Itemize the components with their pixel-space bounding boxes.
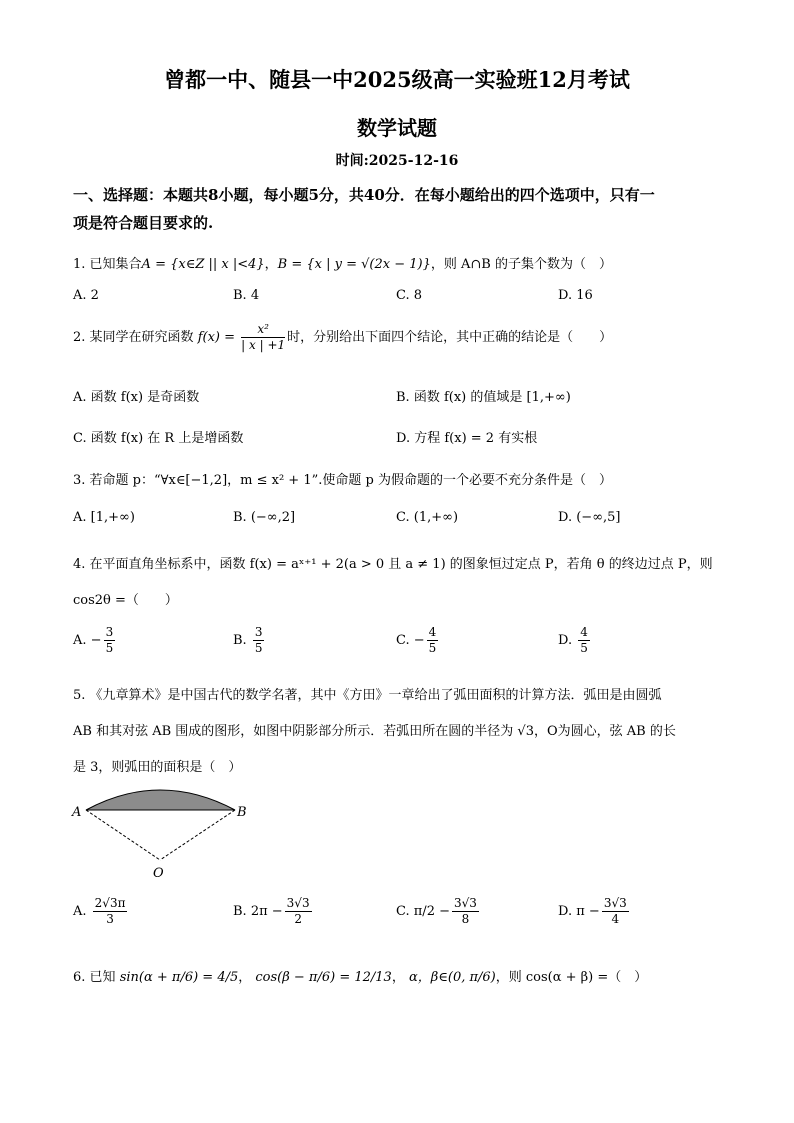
q4-d-frac <box>578 625 590 656</box>
q5-b-den: 2 <box>294 912 302 926</box>
q5-a-frac <box>93 896 128 927</box>
q5-c-num: 3√3 <box>454 896 477 910</box>
exam-time: 时间:2025-12-16 <box>335 153 459 169</box>
q1-comma: ， <box>264 257 278 272</box>
q4-c-sign: − <box>413 633 425 648</box>
q4-a-sign: − <box>90 633 102 648</box>
q2-fraction <box>241 322 285 353</box>
q6-prefix: 6. 已知 <box>73 970 116 985</box>
q1-option-c: C. 8 <box>396 288 423 303</box>
q5-b-frac <box>285 896 312 927</box>
shaded-segment <box>86 790 235 810</box>
q6-suffix: ，则 cos(α + β) =（ ） <box>495 970 648 985</box>
question-5-line1: 5. 《九章算术》是中国古代的数学名著，其中《方田》一章给出了弧田面积的计算方法．弧田是由圆弧 <box>73 688 662 703</box>
q5-option-b <box>233 896 314 927</box>
q4-b-frac <box>253 625 265 656</box>
q5-c-label: C. <box>396 904 410 919</box>
q6-part1: sin(α + π/6) = 4/5 <box>119 970 239 985</box>
q4-c-label: C. <box>396 633 410 648</box>
radius-oa <box>86 810 160 860</box>
section-heading-line2: 项是符合题目要求的. <box>73 214 214 232</box>
section-heading-line1: 一、选择题：本题共8小题，每小题5分，共40分．在每小题给出的四个选项中，只有一 <box>73 186 655 204</box>
exam-title: 曾都一中、随县一中2025级高一实验班12月考试 <box>164 67 630 92</box>
q4-a-frac <box>104 625 116 656</box>
q5-b-num: 3√3 <box>286 896 310 910</box>
q2-option-b: B. 函数 f(x) 的值域是 [1,+∞) <box>396 390 571 405</box>
q4-c-den: 5 <box>428 641 437 655</box>
q5-d-pre: π − <box>576 904 600 919</box>
q4-b-den: 5 <box>254 641 263 655</box>
q5-a-den: 3 <box>106 912 114 926</box>
exam-subtitle: 数学试题 <box>357 116 437 140</box>
q4-d-den: 5 <box>580 641 588 655</box>
q5-a-label: A. <box>73 904 87 919</box>
q4-a-den: 5 <box>105 641 114 655</box>
q1-option-a: A. 2 <box>73 288 99 303</box>
question-1 <box>73 253 612 272</box>
label-a: A <box>72 805 82 820</box>
question-3: 3. 若命题 p：“∀x∈[−1,2]，m ≤ x² + 1”.使命题 p 为假命题的一个必要不充分条件是（ ） <box>73 473 612 488</box>
q1-prefix: 1. 已知集合 <box>73 257 142 272</box>
q3-option-b: B. (−∞,2] <box>233 510 296 525</box>
q4-b-num: 3 <box>254 625 263 639</box>
q5-b-label: B. <box>233 904 247 919</box>
question-6: 6. 已知 sin(α + π/6) = 4/5， cos(β − π/6) = 12/13， α，β∈(0, π/6)，则 cos(α + β) =（ ） <box>73 970 648 985</box>
q4-b-label: B. <box>233 633 247 648</box>
q1-set-b: B = {x | y = √(2x − 1)} <box>277 257 431 272</box>
q5-d-den: 4 <box>611 912 620 926</box>
q1-option-b: B. 4 <box>233 288 260 303</box>
q3-option-c: C. (1,+∞) <box>396 510 459 525</box>
q4-option-d <box>558 625 592 656</box>
q5-d-num: 3√3 <box>603 896 627 910</box>
q2-function: f(x) = <box>197 330 235 345</box>
q1-set-a: A = {x∈Z || x |<4} <box>141 257 265 272</box>
question-5-line2: AB 和其对弦 AB 围成的图形，如图中阴影部分所示．若弧田所在圆的半径为 √3，O为圆心，弦 AB 的长 <box>73 724 676 739</box>
q2-suffix: 时，分别给出下面四个结论，其中正确的结论是（ ） <box>287 330 613 345</box>
q2-frac-den: | x | +1 <box>241 338 286 352</box>
q5-option-d <box>558 896 631 927</box>
q6-part2: cos(β − π/6) = 12/13 <box>255 970 392 985</box>
q5-c-frac <box>452 896 479 927</box>
question-4-line1: 4. 在平面直角坐标系中，函数 f(x) = aˣ⁺¹ + 2(a > 0 且 a ≠ 1) 的图象恒过定点 P，若角 θ 的终边过点 P，则 <box>73 557 713 572</box>
arc-field-figure <box>66 778 266 883</box>
label-o: O <box>153 866 164 881</box>
q6-part3: α，β∈(0, π/6) <box>408 970 496 985</box>
q3-option-d: D. (−∞,5] <box>558 510 621 525</box>
q4-a-label: A. <box>73 633 87 648</box>
q5-d-frac <box>602 896 629 927</box>
q2-frac-num: x² <box>241 322 285 338</box>
q1-suffix: ，则 A∩B 的子集个数为（ ） <box>430 257 612 272</box>
question-2 <box>73 322 612 353</box>
question-5-line3: 是 3，则弧田的面积是（ ） <box>73 760 242 775</box>
q4-d-num: 4 <box>580 625 588 639</box>
q4-option-c <box>396 625 440 656</box>
q4-a-num: 3 <box>105 625 114 639</box>
question-4-line2: cos2θ =（ ） <box>73 593 178 608</box>
radius-ob <box>160 810 235 860</box>
q2-option-a: A. 函数 f(x) 是奇函数 <box>73 390 200 405</box>
label-b: B <box>237 805 247 820</box>
q5-option-c <box>396 896 481 927</box>
q5-c-den: 8 <box>461 912 470 926</box>
q5-b-pre: 2π − <box>250 904 283 919</box>
q1-option-d: D. 16 <box>558 288 593 303</box>
q5-option-a <box>73 896 129 927</box>
q2-prefix: 2. 某同学在研究函数 <box>73 330 194 345</box>
q4-option-a <box>73 625 117 656</box>
q5-d-label: D. <box>558 904 573 919</box>
q5-a-num: 2√3π <box>94 896 126 910</box>
q2-option-d: D. 方程 f(x) = 2 有实根 <box>396 431 538 446</box>
q5-c-pre: π/2 − <box>413 904 450 919</box>
q3-option-a: A. [1,+∞) <box>73 510 135 525</box>
q2-option-c: C. 函数 f(x) 在 R 上是增函数 <box>73 431 244 446</box>
q4-option-b <box>233 625 266 656</box>
q4-c-num: 4 <box>428 625 437 639</box>
q4-d-label: D. <box>558 633 573 648</box>
q4-c-frac <box>427 625 439 656</box>
